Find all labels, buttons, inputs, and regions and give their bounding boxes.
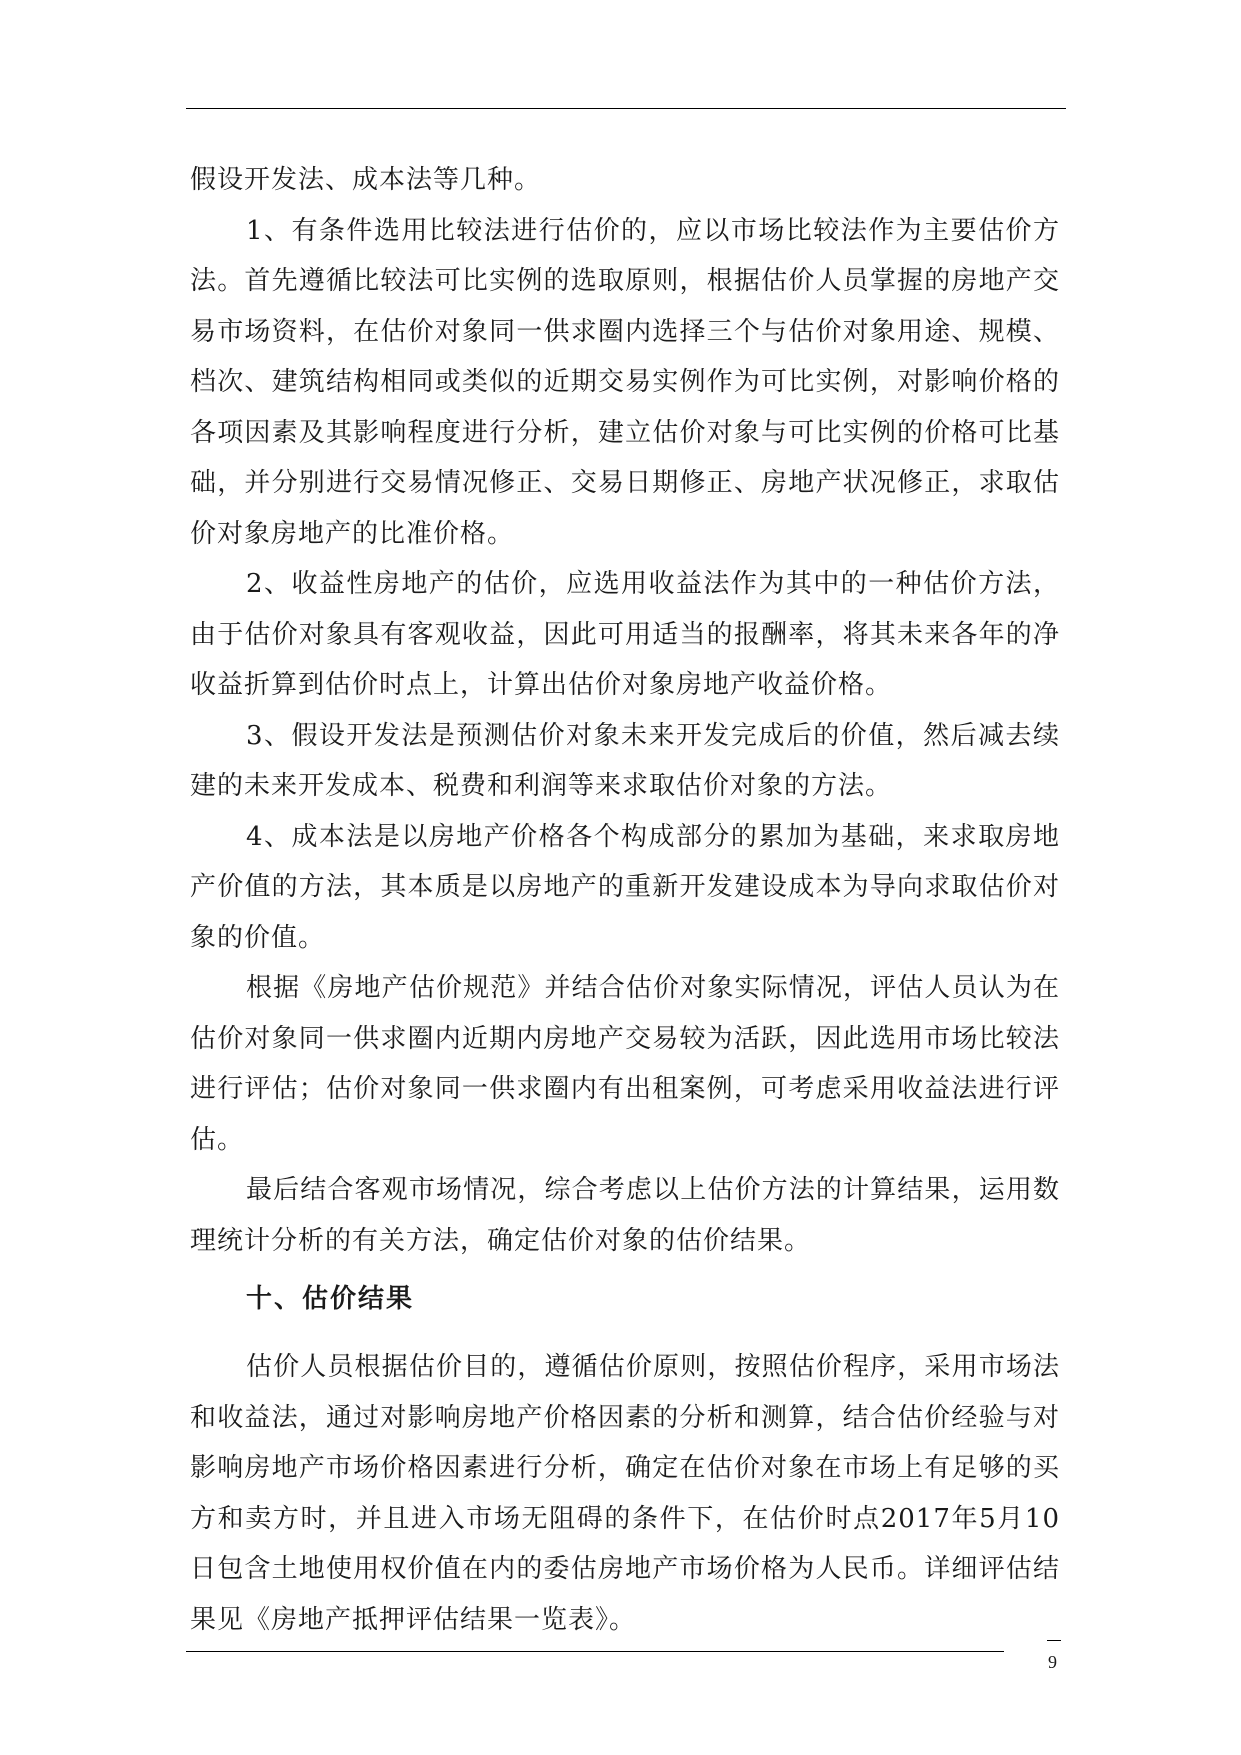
paragraph-method-selection: 根据《房地产估价规范》并结合估价对象实际情况，评估人员认为在估价对象同一供求圈内近期内房地产交易较为活跃，因此选用市场比较法进行评估；估价对象同一供求圈内有出租案例，可考虑采用收益法进行评估。 <box>190 973 1060 1155</box>
section-heading: 十、估价结果 <box>246 1284 415 1314</box>
header-rule <box>186 108 1066 109</box>
paragraph-method-4: 4、成本法是以房地产价格各个构成部分的累加为基础，来求取房地产价值的方法，其本质是以房地产的重新开发建设成本为导向求取估价对象的价值。 <box>190 821 1060 953</box>
paragraph-method-1: 1、有条件选用比较法进行估价的，应以市场比较法作为主要估价方法。首先遵循比较法可比实例的选取原则，根据估价人员掌握的房地产交易市场资料，在估价对象同一供求圈内选择三个与估价对象用途、规模、档次、建筑结构相同或类似的近期交易实例作为可比实例，对影响价格的各项因素及其影响程度进行分析，建立估价对象与可比实例的价格可比基础，并分别进行交易情况修正、交易日期修正、房地产状况修正，求取估价对象房地产的比准价格。 <box>190 215 1060 549</box>
page-number-mark <box>1047 1640 1061 1641</box>
document-body <box>190 155 1060 1645</box>
footer-rule <box>186 1651 1004 1652</box>
paragraph-conclusion: 最后结合客观市场情况，综合考虑以上估价方法的计算结果，运用数理统计分析的有关方法，确定估价对象的估价结果。 <box>190 1175 1060 1256</box>
page-number: 9 <box>1048 1652 1057 1672</box>
paragraph-result: 估价人员根据估价目的，遵循估价原则，按照估价程序，采用市场法和收益法，通过对影响房地产价格因素的分析和测算，结合估价经验与对影响房地产市场价格因素进行分析，确定在估价对象在市场上有足够的买方和卖方时，并且进入市场无阻碍的条件下，在估价时点2017年5月10日包含土地使用权价值在内的委估房地产市场价格为人民币。详细评估结果见《房地产抵押评估结果一览表》。 <box>190 1352 1060 1635</box>
paragraph-continuation: 假设开发法、成本法等几种。 <box>190 165 542 195</box>
paragraph-method-2: 2、收益性房地产的估价，应选用收益法作为其中的一种估价方法，由于估价对象具有客观收益，因此可用适当的报酬率，将其未来各年的净收益折算到估价时点上，计算出估价对象房地产收益价格。 <box>190 569 1060 700</box>
paragraph-method-3: 3、假设开发法是预测估价对象未来开发完成后的价值，然后减去续建的未来开发成本、税费和利润等来求取估价对象的方法。 <box>190 720 1060 801</box>
